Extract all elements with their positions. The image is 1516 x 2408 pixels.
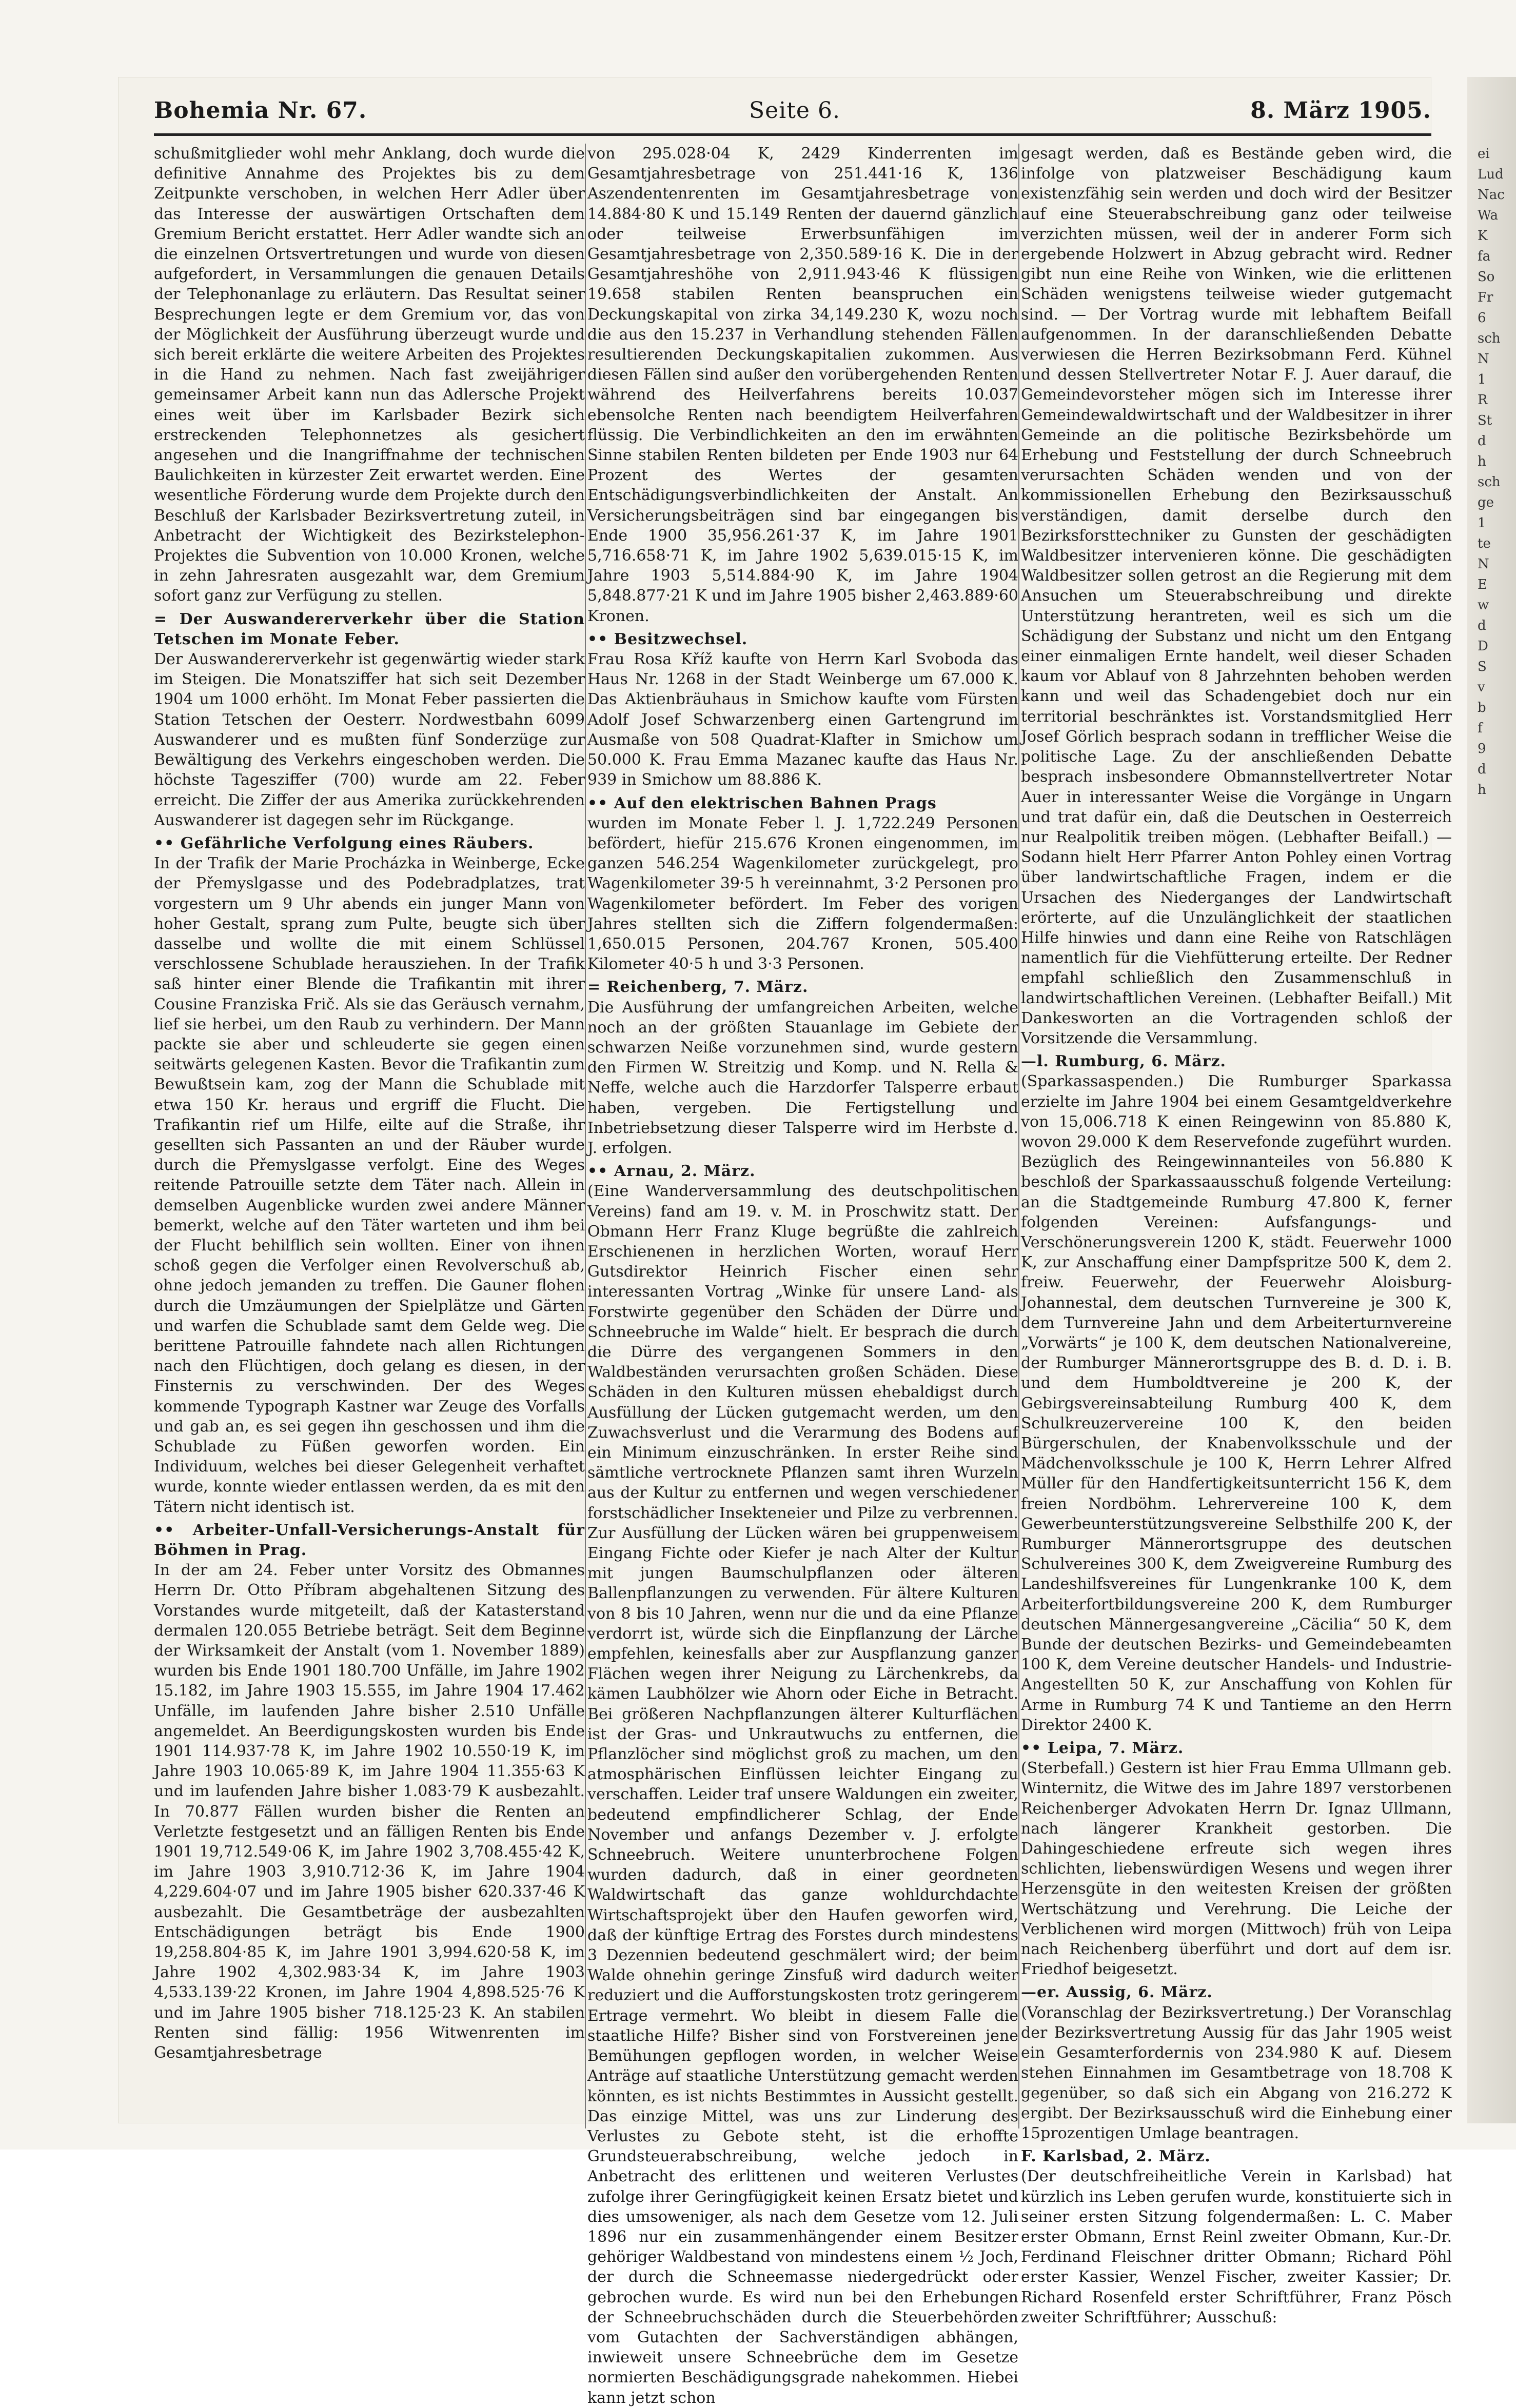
article-property-change: Frau Rosa Kříž kaufte von Herrn Karl Svoboda das Haus Nr. 1268 in der Stadt Weinberge um 67.000 K. Das Aktienbräuhaus in Smichow kaufte vom Fürsten Adolf Josef Schwarzenberg einen Gartengrund im Ausmaße von 508 Quadrat-Klafter in Smichow um 50.000 K. Frau Emma Mazanec kaufte das Haus Nr. 939 in Smichow um 88.886 K. xyxy=(587,650,1018,789)
article-telephone-continued: schußmitglieder wohl mehr Anklang, doch wurde die definitive Annahme des Projektes bis zu dem Zeitpunkte verschoben, in welchen Herr Adler über das Interesse der auswärtigen Ortschaften dem Gremium Bericht erstattet. Herr Adler wandte sich an die einzelnen Ortsvertretungen und wurde von diesen aufgefordert, in Versammlungen die genauen Details der Telephonanlage zu erläutern. Das Resultat seiner Besprechungen legte er dem Gremium vor, das von der Möglichkeit der Ausführung überzeugt wurde und sich bereit erklärte die weitere Arbeiten des Projektes in die Hand zu nehmen. Nach fast zweijähriger gemeinsamer Arbeit kann nun das Adlersche Projekt eines weit über im Karlsbader Bezirk sich erstreckenden Telephonnetzes als gesichert angesehen und die Inangriffnahme der technischen Baulichkeiten in kürzester Zeit erwartet werden. Eine wesentliche Förderung wurde dem Projekte durch den Beschluß der Karlsbader Bezirksvertretung zuteil, in Anbetracht der Wichtigkeit des Bezirkstelephon-Projektes die Subvention von 10.000 Kronen, welche in zehn Jahresraten ausgezahlt war, dem Gremium sofort ganz zur Verfügung zu stellen. xyxy=(154,145,585,605)
adjacent-page-fragment-line: w xyxy=(1478,598,1489,613)
article-robber-pursuit: In der Trafik der Marie Procházka in Weinberge, Ecke der Přemyslgasse und des Podebradplatzes, trat vorgestern um 9 Uhr abends ein junger Mann von hoher Gestalt, sprang zum Pulte, beugte sich über dasselbe und wollte die mit einem Schlüssel verschlossene Schublade herausziehen. In der Trafik saß hinter einer Blende die Trafikantin mit ihrer Cousine Franziska Frič. Als sie das Geräusch vernahm, lief sie herbei, um den Raub zu verhindern. Der Mann packte sie aber und schleuderte sie gegen einen seitwärts gelegenen Kasten. Bevor die Trafikantin zum Bewußtsein kam, zog der Mann die Schublade mit etwa 150 Kr. heraus und ergriff die Flucht. Die Trafikantin rief um Hilfe, eilte auf die Straße, ihr gesellten sich Passanten an und der Räuber wurde durch die Přemyslgasse verfolgt. Eine des Weges reitende Patrouille setzte dem Täter nach. Allein in demselben Augenblicke wurden zwei andere Männer bemerkt, welche auf den Täter warteten und ihm bei der Flucht behilflich sein wollten. Einer von ihnen schoß gegen die Verfolger einen Revolverschuß ab, ohne jedoch jemanden zu treffen. Die Gauner flohen durch die Umzäumungen der Spielplätze und Gärten und warfen die Schublade samt dem Gelde weg. Die berittene Patrouille fahndete nach allen Richtungen nach den Flüchtigen, doch gelang es diesen, in der Finsternis zu verschwinden. Der des Weges kommende Typograph Kastner war Zeuge des Vorfalls und gab an, es sei gegen ihn geschossen und ihm die Schublade zu Füßen geworfen worden. Ein Individuum, welches bei dieser Gelegenheit verhaftet wurde, konnte wieder entlassen werden, da es mit den Tätern nicht identisch ist. xyxy=(154,854,585,1516)
article-heading-rumburg: —l. Rumburg, 6. März. xyxy=(1021,1052,1226,1071)
adjacent-page-fragment-line: b xyxy=(1478,700,1486,715)
article-leipa: (Sterbefall.) Gestern ist hier Frau Emma Ullmann geb. Winternitz, die Witwe des im Jahre 1897 verstorbenen Reichenberger Advokaten Herrn Dr. Ignaz Ullmann, nach längerer Krankheit gestorben. Die Dahingeschiedene erfreute sich wegen ihres schlichten, liebenswürdigen Wesens und wegen ihrer Herzensgüte in den weitesten Kreisen der größten Wertschätzung und Verehrung. Die Leiche der Verblichenen wird morgen (Mittwoch) früh von Leipa nach Reichenberg überführt und dort auf dem isr. Friedhof beigesetzt. xyxy=(1021,1759,1452,1979)
article-heading-leipa: •• Leipa, 7. März. xyxy=(1021,1739,1184,1758)
masthead: Bohemia Nr. 67. xyxy=(154,97,367,124)
column-2 xyxy=(587,144,1018,2407)
adjacent-page-fragment-line: St xyxy=(1478,413,1492,428)
adjacent-page-fragment-line: 1 xyxy=(1478,372,1486,387)
adjacent-page-fragment-line: d xyxy=(1478,433,1486,449)
adjacent-page-fragment-line: So xyxy=(1478,269,1495,285)
adjacent-page-fragment-line: 9 xyxy=(1478,741,1486,757)
column-3 xyxy=(1021,144,1452,2326)
article-arnau-continued: gesagt werden, daß es Bestände geben wird, die infolge von platzweiser Beschädigung kaum existenzfähig sein werden und doch wird der Besitzer auf eine Steuerabschreibung ganz oder teilweise verzichten müssen, weil der in anderer Form sich ergebende Holzwert in Abzug gebracht wird. Redner gibt nun eine Reihe von Winken, wie die erlittenen Schäden wenigstens teilweise wieder gutgemacht sind. — Der Vortrag wurde mit lebhaftem Beifall aufgenommen. In der daranschließenden Debatte verwiesen die Herren Bezirksobmann Ferd. Kühnel und dessen Stellvertreter Notar F. J. Auer darauf, die Gemeindevorsteher mögen sich im Interesse ihrer Gemeindewaldwirtschaft und der Waldbesitzer in ihrer Gemeinde an die politische Bezirksbehörde um Erhebung und Feststellung der durch Schneebruch verursachten Schäden wenden und von der kommissionellen Erhebung den Bezirksausschuß verständigen, damit derselbe durch den Bezirksforsttechniker zu Gunsten der geschädigten Waldbesitzer intervenieren könne. Die geschädigten Waldbesitzer sollen getrost an die Regierung mit dem Ansuchen um Steuerabschreibung und direkte Unterstützung herantreten, weil es sich um die Schädigung der Substanz und nicht um den Entgang einer einmaligen Ernte handelt, weil dieser Schaden kaum vor Ablauf von 8 Jahrzehnten behoben werden kann und weil das Schadengebiet doch nur ein territorial beschränktes ist. Vorstandsmitglied Herr Josef Görlich besprach sodann in trefflicher Weise die politische Lage. Zu der anschließenden Debatte besprach insbesondere Obmannstellvertreter Notar Auer in interessanter Weise die Vorgänge in Ungarn und trat dafür ein, daß die Deutschen in Oesterreich nur Realpolitik treiben mögen. (Lebhafter Beifall.) — Sodann hielt Herr Pfarrer Anton Pohley einen Vortrag über landwirtschaftliche Fragen, indem er die Ursachen des Niederganges der Landwirtschaft erörterte, auf die Unzulänglichkeit der staatlichen Hilfe hinwies und dann eine Reihe von Ratschlägen namentlich für die Viehfütterung erteilte. Der Redner empfahl schließlich den Zusammenschluß in landwirtschaftlichen Vereinen. (Lebhafter Beifall.) Mit Dankesworten an die Vortragenden schloß der Vorsitzende die Versammlung. xyxy=(1021,145,1452,1047)
article-heading-electric-railways: •• Auf den elektrischen Bahnen Prags xyxy=(587,794,937,812)
header-rule xyxy=(154,133,1431,136)
adjacent-page-fragment-line: h xyxy=(1478,454,1486,469)
adjacent-page-fragment-line: ei xyxy=(1478,146,1490,162)
article-arnau: (Eine Wanderversammlung des deutschpolitischen Vereins) fand am 19. v. M. in Proschwitz statt. Der Obmann Herr Franz Kluge begrüßte die zahlreich Erschienenen in herzlichen Worten, worauf Herr Gutsdirektor Heinrich Fischer einen sehr interessanten Vortrag „Winke für unsere Land- als Forstwirte gegenüber den Schäden der Dürre und Schneebruche im Walde“ hielt. Er besprach die durch die Dürre des vergangenen Sommers in den Waldbeständen verursachten großen Schäden. Diese Schäden in den Kulturen müssen ehebaldigst durch Ausfüllung der Lücken gutgemacht werden, um den Zuwachsverlust und die Verarmung des Bodens auf ein Minimum einzuschränken. In erster Reihe sind sämtliche vertrocknete Pflanzen samt ihren Wurzeln aus der Kultur zu entfernen und wegen verschiedener forstschädlicher Insekteneier und Pilze zu verbrennen. Zur Ausfüllung der Lücken wären bei gruppenweisem Eingang Fichte oder Kiefer je nach Alter der Kultur mit jungen Baumschulpflanzen oder älteren Ballenpflanzungen zu verwenden. Für ältere Kulturen von 8 bis 10 Jahren, wenn nur die und da eine Pflanze verdorrt ist, würde sich die Einpflanzung der Lärche empfehlen, keinesfalls aber zur Auspflanzung ganzer Flächen wegen ihrer Neigung zu Lärchenkrebs, da kämen Laubhölzer wie Ahorn oder Eiche in Betracht. Bei größeren Nachpflanzungen älterer Kulturflächen ist der Gras- und Unkrautwuchs zu entfernen, die Pflanzlöcher sind möglichst groß zu machen, um den atmosphärischen Einflüssen leichter Eingang zu verschaffen. Leider traf unsere Waldungen ein zweiter, bedeutend empfindlicherer Schlag, der Ende November und anfangs Dezember v. J. erfolgte Schneebruch. Weitere ununterbrochene Folgen wurden dadurch, daß in einer geordneten Waldwirtschaft das ganze wohldurchdachte Wirtschaftsprojekt über den Haufen geworfen wird, daß der künftige Ertrag des Forstes durch mindestens 3 Dezennien bedeutend geschmälert wird; der beim Walde ohnehin geringe Zinsfuß wird dadurch weiter reduziert und die Aufforstungskosten trotz geringerem Ertrage vermehrt. Wo bleibt in diesem Falle die staatliche Hilfe? Bisher sind von Forstvereinen jene Bemühungen gepflogen worden, in welcher Weise Anträge auf staatliche Unterstützung gemacht werden könnten, es ist nichts Bestimmtes in Aussicht gestellt. Das einzige Mittel, was uns zur Linderung des Verlustes zu Gebote steht, ist die erhoffte Grundsteuerabschreibung, welche jedoch in Anbetracht des erlittenen und weiteren Verlustes zufolge ihrer Geringfügigkeit keinen Ersatz bietet und dies umsoweniger, als nach dem Gesetze vom 12. Juli 1896 nur ein zusammenhängender einem Besitzer gehöriger Waldbestand von mindestens einem ½ Joch, der durch die Schneemasse niedergedrückt oder gebrochen wurde. Es wird nun bei den Erhebungen der Schneebruchschäden durch die Steuerbehörden vom Gutachten der Sachverständigen abhängen, inwieweit unsere Schneebrüche dem im Gesetze normierten Beschädigungsgrade nahekommen. Hiebei kann jetzt schon xyxy=(587,1182,1018,2407)
adjacent-page-fragment-line: v xyxy=(1478,680,1485,695)
article-heading-property-change: •• Besitzwechsel. xyxy=(587,630,748,648)
article-electric-railways: wurden im Monate Feber l. J. 1,722.249 Personen befördert, hiefür 215.676 Kronen eingenommen, im ganzen 546.254 Wagenkilometer zurückgelegt, pro Wagenkilometer 39·5 h vereinnahmt, 3·2 Personen pro Wagenkilometer befördert. Im Feber des vorigen Jahres stellten sich die Ziffern folgendermaßen: 1,650.015 Personen, 204.767 Kronen, 505.400 Kilometer 40·5 h und 3·3 Personen. xyxy=(587,814,1018,973)
article-heading-emigrant-traffic: = Der Auswandererverkehr über die Station Tetschen im Monate Feber. xyxy=(154,610,585,648)
article-accident-insurance: In der am 24. Feber unter Vorsitz des Obmannes Herrn Dr. Otto Příbram abgehaltenen Sitzung des Vorstandes wurde mitgeteilt, daß der Katasterstand dermalen 120.055 Betriebe beträgt. Seit dem Beginne der Wirksamkeit der Anstalt (vom 1. November 1889) wurden bis Ende 1901 180.700 Unfälle, im Jahre 1902 15.182, im Jahre 1903 15.555, im Jahre 1904 17.462 Unfälle, im laufenden Jahre bisher 2.510 Unfälle angemeldet. An Beerdigungskosten wurden bis Ende 1901 114.937·78 K, im Jahre 1902 10.550·19 K, im Jahre 1903 10.065·89 K, im Jahre 1904 11.355·63 K und im laufenden Jahre bisher 1.083·79 K ausbezahlt. In 70.877 Fällen wurden bisher die Renten an Verletzte festgesetzt und an fälligen Renten bis Ende 1901 19,712.549·06 K, im Jahre 1902 3,708.455·42 K, im Jahre 1903 3,910.712·36 K, im Jahre 1904 4,229.604·07 und im Jahre 1905 bisher 620.337·46 K ausbezahlt. Die Gesamtbeträge der ausbezahlten Entschädigungen beträgt bis Ende 1900 19,258.804·85 K, im Jahre 1901 3,994.620·58 K, im Jahre 1902 4,302.983·34 K, im Jahre 1903 4,533.139·22 Kronen, im Jahre 1904 4,898.525·76 K und im Jahre 1905 bisher 718.125·23 K. An stabilen Renten sind fällig: 1956 Witwenrenten im Gesamtjahresbetrage xyxy=(154,1561,585,2062)
article-heading-karlsbad: F. Karlsbad, 2. März. xyxy=(1021,2147,1211,2166)
article-accident-insurance-continued: von 295.028·04 K, 2429 Kinderrenten im Gesamtjahresbetrage von 251.441·16 K, 136 Aszendentenrenten im Gesamtjahresbetrage von 14.884·80 K und 15.149 Renten der dauernd gänzlich oder teilweise Erwerbsunfähigen im Gesamtjahresbetrage von 2,350.589·16 K. Die in der Gesamtjahreshöhe von 2,911.943·46 K flüssigen 19.658 stabilen Renten beanspruchen ein Deckungskapital von zirka 34,149.230 K, wozu noch die aus den 15.237 in Verhandlung stehenden Fällen resultierenden Deckungskapitalien zukommen. Aus diesen Fällen sind außer den vorübergehenden Renten während des Heilverfahrens bereits 10.037 ebensolche Renten nach beendigtem Heilverfahren flüssig. Die Verbindlichkeiten an den im erwähnten Sinne stabilen Renten bildeten per Ende 1903 nur 64 Prozent des Wertes der gesamten Entschädigungsverbindlichkeiten der Anstalt. An Versicherungsbeiträgen sind bar eingegangen bis Ende 1900 35,956.261·37 K, im Jahre 1901 5,716.658·71 K, im Jahre 1902 5,639.015·15 K, im Jahre 1903 5,514.884·90 K, im Jahre 1904 5,848.877·21 K und im Jahre 1905 bisher 2,463.889·60 Kronen. xyxy=(587,145,1018,625)
adjacent-page-fragment-line: f xyxy=(1478,721,1483,736)
article-heading-reichenberg: = Reichenberg, 7. März. xyxy=(587,978,809,997)
adjacent-page-fragment-line: d xyxy=(1478,618,1486,633)
adjacent-page-fragment-line: 1 xyxy=(1478,515,1486,531)
adjacent-page-fragment-line: sch xyxy=(1478,474,1501,490)
adjacent-page-fragment xyxy=(1478,144,1513,1682)
adjacent-page-fragment-line: N xyxy=(1478,556,1489,572)
column-1 xyxy=(154,144,585,2128)
adjacent-page-fragment-line: Fr xyxy=(1478,290,1493,305)
adjacent-page-fragment-line: d xyxy=(1478,762,1486,777)
adjacent-page-fragment-line: R xyxy=(1478,392,1488,408)
adjacent-page-fragment-line: fa xyxy=(1478,249,1491,264)
adjacent-page-fragment-line: sch xyxy=(1478,331,1501,346)
article-rumburg: (Sparkassaspenden.) Die Rumburger Sparkassa erzielte im Jahre 1904 bei einem Gesamtgeldverkehre von 15,006.718 K einen Reingewinn von 85.880 K, wovon 29.000 K dem Reservefonde zugeführt wurden. Bezüglich des Reingewinnanteiles von 56.880 K beschloß der Sparkassaausschuß folgende Verteilung: an die Stadtgemeinde Rumburg 47.800 K, ferner folgenden Vereinen: Aufsfangungs- und Verschönerungsverein 1200 K, städt. Feuerwehr 1000 K, zur Anschaffung einer Dampfspritze 500 K, dem 2. freiw. Feuerwehr, der Feuerwehr Aloisburg-Johannestal, dem deutschen Turnvereine je 300 K, dem Turnvereine Jahn und dem Arbeiterturnvereine „Vorwärts“ je 100 K, dem deutschen Nationalvereine, der Rumburger Männerortsgruppe des B. d. D. i. B. und dem Humboldtvereine je 200 K, der Gebirgsvereinsabteilung Rumburg 400 K, dem Schulkreuzervereine 100 K, den beiden Bürgerschulen, der Knabenvolksschule und der Mädchenvolksschule je 100 K, Herrn Lehrer Alfred Müller für den Handfertigkeitsunterricht 156 K, dem freien Nordböhm. Lehrervereine 100 K, dem Gewerbeunterstützungsvereine Selbsthilfe 200 K, der Rumburger Männerortsgruppe des deutschen Schulvereines 300 K, dem Zweigvereine Rumburg des Landeshilfsvereines für Lungenkranke 100 K, dem Arbeiterfortbildungsvereine 200 K, dem Rumburger deutschen Männergesangvereine „Cäcilia“ 50 K, dem Bunde der deutschen Bezirks- und Gemeindebeamten 100 K, dem Vereine deutscher Handels- und Industrie-Angestellten 50 K, zur Anschaffung von Kohlen für Arme in Rumburg 74 K und Tantieme an den Herrn Direktor 2400 K. xyxy=(1021,1072,1452,1734)
adjacent-page-fragment-line: N xyxy=(1478,351,1489,367)
article-reichenberg: Die Ausführung der umfangreichen Arbeiten, welche noch an der größten Stauanlage im Gebiete der schwarzen Neiße vorzunehmen sind, wurde gestern den Firmen W. Streitzig und Komp. und N. Rella & Neffe, welche auch die Harzdorfer Talsperre erbaut haben, vergeben. Die Fertigstellung und Inbetriebsetzung dieser Talsperre wird im Herbste d. J. erfolgen. xyxy=(587,998,1018,1157)
article-heading-robber-pursuit: •• Gefährliche Verfolgung eines Räubers. xyxy=(154,834,534,852)
page-header xyxy=(154,97,1431,133)
column-divider-2 xyxy=(1018,144,1019,2128)
adjacent-page-fragment-line: D xyxy=(1478,639,1488,654)
adjacent-page-fragment-line: Wa xyxy=(1478,208,1498,223)
adjacent-page-fragment-line: K xyxy=(1478,228,1488,244)
issue-date: 8. März 1905. xyxy=(1250,97,1431,124)
article-aussig: (Voranschlag der Bezirksvertretung.) Der Voranschlag der Bezirksvertretung Aussig für das Jahr 1905 weist ein Gesamterfordernis von 234.980 K auf. Diesem stehen Einnahmen im Gesamtbetrage von 18.708 K gegenüber, so daß sich ein Abgang von 216.272 K ergibt. Der Bezirksausschuß wird die Einhebung einer 15prozentigen Umlage beantragen. xyxy=(1021,2003,1452,2142)
article-emigrant-traffic: Der Auswandererverkehr ist gegenwärtig wieder stark im Steigen. Die Monatsziffer hat sich seit Dezember 1904 um 1000 erhöht. Im Monat Feber passierten die Station Tetschen der Oesterr. Nordwestbahn 6099 Auswanderer und es mußten fünf Sonderzüge zur Bewältigung des Verkehrs eingeschoben werden. Die höchste Tagesziffer (700) wurde am 22. Feber erreicht. Die Ziffer der aus Amerika zurückkehrenden Auswanderer ist dagegen sehr im Rückgange. xyxy=(154,650,585,829)
column-divider-1 xyxy=(585,144,586,2128)
adjacent-page-fragment-line: S xyxy=(1478,659,1487,674)
adjacent-page-fragment-line: h xyxy=(1478,782,1486,798)
adjacent-page-fragment-line: Nac xyxy=(1478,187,1505,203)
adjacent-page-fragment-line: 6 xyxy=(1478,310,1486,326)
article-heading-aussig: —er. Aussig, 6. März. xyxy=(1021,1983,1213,2002)
adjacent-page-fragment-line: te xyxy=(1478,536,1491,551)
article-heading-accident-insurance: •• Arbeiter-Unfall-Versicherungs-Anstalt für Böhmen in Prag. xyxy=(154,1521,585,1560)
adjacent-page-fragment-line: E xyxy=(1478,577,1487,592)
page-number: Seite 6. xyxy=(749,97,840,124)
article-heading-arnau: •• Arnau, 2. März. xyxy=(587,1162,756,1181)
article-karlsbad: (Der deutschfreiheitliche Verein in Karlsbad) hat kürzlich ins Leben gerufen wurde, konstituierte sich in seiner ersten Sitzung folgendermaßen: L. C. Maber erster Obmann, Ernst Reinl zweiter Obmann, Kur.-Dr. Ferdinand Fleischner dritter Obmann; Richard Pöhl erster Kassier, Wenzel Fischer, zweiter Kassier; Dr. Richard Rosenfeld erster Schriftführer, Franz Pösch zweiter Schriftführer; Ausschuß: xyxy=(1021,2167,1452,2326)
adjacent-page-fragment-line: Lud xyxy=(1478,167,1504,182)
adjacent-page-fragment-line: ge xyxy=(1478,495,1494,510)
